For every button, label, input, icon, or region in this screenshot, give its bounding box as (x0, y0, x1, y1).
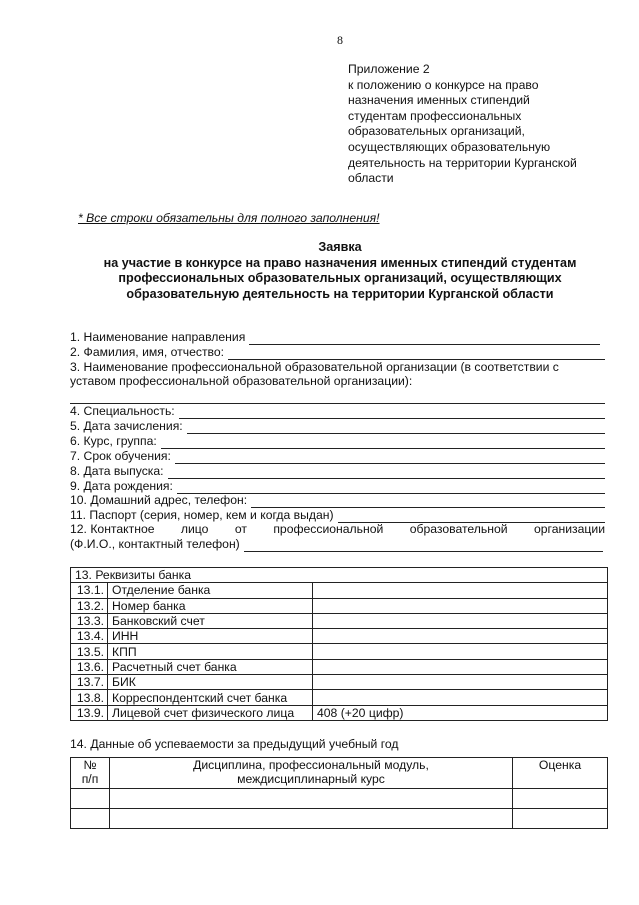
form-subtitle-line: на участие в конкурсе на право назначения именных стипендий студентам (103, 256, 577, 270)
table-row (71, 705, 608, 720)
field-label: 3. Наименование профессиональной образовательной организации (в соответствии с (70, 360, 559, 374)
row-number: 13.6. (71, 659, 108, 674)
appendix-line: назначения именных стипендий (348, 93, 530, 108)
fill-line[interactable] (251, 496, 605, 508)
field-label-word: 12. Контактное (70, 522, 155, 536)
row-value[interactable] (313, 613, 608, 628)
table-row (71, 583, 608, 598)
table-row (71, 613, 608, 628)
table-row (71, 789, 608, 809)
row-label: Номер банка (108, 598, 313, 613)
field-organization (70, 360, 605, 375)
row-number: 13.5. (71, 644, 108, 659)
row-number: 13.4. (71, 629, 108, 644)
row-value[interactable] (313, 598, 608, 613)
field-label-word: лицо (180, 522, 209, 536)
field-label: 8. Дата выпуска: (70, 464, 164, 478)
row-number: 13.7. (71, 675, 108, 690)
cell-discipline[interactable] (110, 789, 513, 809)
field-label: 1. Наименование направления (70, 330, 246, 344)
fill-line[interactable] (175, 452, 605, 464)
appendix-line: области (348, 171, 394, 186)
table-header-row (71, 758, 608, 789)
fill-line[interactable] (179, 407, 605, 419)
field-label-word: организации (533, 522, 605, 536)
appendix-line: деятельность на территории Курганской (348, 155, 577, 170)
field-course-group (70, 434, 605, 449)
row-number: 13.3. (71, 613, 108, 628)
field-label: 9. Дата рождения: (70, 479, 173, 493)
field-study-period (70, 449, 605, 464)
cell-grade[interactable] (513, 789, 608, 809)
row-label: Лицевой счет физического лица (108, 705, 313, 720)
row-value[interactable] (313, 644, 608, 659)
row-value[interactable] (313, 690, 608, 705)
field-label: 2. Фамилия, имя, отчество: (70, 345, 225, 359)
field-label: 6. Курс, группа: (70, 434, 157, 448)
field-label: уставом профессиональной образовательной организации): (70, 374, 413, 388)
col-header-text: п/п (81, 772, 99, 786)
form-title: Заявка (318, 240, 362, 254)
field-organization-cont (70, 374, 605, 389)
field-label-word: от (234, 522, 247, 536)
field-specialty (70, 404, 605, 419)
field-birth-date (70, 479, 605, 494)
cell-number[interactable] (71, 809, 110, 829)
fill-line[interactable] (70, 392, 605, 404)
fill-line[interactable] (244, 540, 603, 552)
field-enrollment-date (70, 419, 605, 434)
form-subtitle-line: образовательную деятельность на территории Курганской области (126, 287, 554, 301)
field-direction (70, 330, 600, 345)
table-row (71, 809, 608, 829)
col-discipline-header (110, 758, 513, 789)
field-label: 11. Паспорт (серия, номер, кем и когда выдан) (70, 508, 334, 522)
field-label: 7. Срок обучения: (70, 449, 171, 463)
appendix-line: студентам профессиональных (348, 108, 522, 123)
row-value[interactable] (313, 659, 608, 674)
appendix-line: Приложение 2 (348, 62, 430, 76)
field-label-word: образовательной (409, 522, 508, 536)
appendix-reference (348, 62, 618, 187)
field-full-name (70, 345, 605, 360)
fill-line[interactable] (187, 422, 605, 434)
col-header-text: междисциплинарный курс (237, 772, 385, 786)
col-number-header (71, 758, 110, 789)
table-row (71, 675, 608, 690)
cell-grade[interactable] (513, 809, 608, 829)
table-row (71, 659, 608, 674)
row-label: Корреспондентский счет банка (108, 690, 313, 705)
page-number: 8 (337, 33, 343, 47)
row-number: 13.2. (71, 598, 108, 613)
field-address-phone (70, 493, 605, 508)
row-value[interactable] (313, 583, 608, 598)
field-label-word: профессиональной (273, 522, 384, 536)
field-contact-person-cont (70, 537, 603, 552)
table-row (71, 598, 608, 613)
row-label: КПП (108, 644, 313, 659)
fill-line[interactable] (228, 348, 605, 360)
appendix-line: к положению о конкурсе на право (348, 77, 539, 92)
bank-header: 13. Реквизиты банка (71, 568, 608, 583)
row-label: Расчетный счет банка (108, 659, 313, 674)
cell-number[interactable] (71, 789, 110, 809)
row-label: БИК (108, 675, 313, 690)
performance-heading: 14. Данные об успеваемости за предыдущий учебный год (70, 737, 399, 751)
appendix-line: осуществляющих образовательную (348, 139, 551, 154)
fill-line[interactable] (161, 437, 605, 449)
appendix-line: образовательных организаций, (348, 124, 525, 139)
table-header-row (71, 568, 608, 583)
row-value[interactable] (313, 629, 608, 644)
bank-details-table (70, 567, 608, 721)
field-label: 5. Дата зачисления: (70, 419, 183, 433)
form-subtitle-line: профессиональных образовательных организаций, осуществляющих (118, 271, 562, 285)
cell-discipline[interactable] (110, 809, 513, 829)
row-number: 13.1. (71, 583, 108, 598)
col-grade-header: Оценка (513, 758, 608, 789)
fill-line[interactable] (168, 467, 605, 479)
required-note: * Все строки обязательны для полного заполнения! (78, 211, 380, 225)
col-header-text: Дисциплина, профессиональный модуль, (193, 758, 429, 772)
row-value[interactable]: 408 (+20 цифр) (313, 705, 608, 720)
performance-table (70, 757, 608, 829)
field-contact-person (70, 522, 605, 537)
field-label: 10. Домашний адрес, телефон: (70, 493, 248, 507)
row-number: 13.8. (71, 690, 108, 705)
table-row (71, 644, 608, 659)
field-label: (Ф.И.О., контактный телефон) (70, 537, 240, 551)
field-graduation-date (70, 464, 605, 479)
row-label: ИНН (108, 629, 313, 644)
row-label: Банковский счет (108, 613, 313, 628)
row-number: 13.9. (71, 705, 108, 720)
field-organization-line (70, 389, 605, 404)
field-label: 4. Специальность: (70, 404, 175, 418)
row-value[interactable] (313, 675, 608, 690)
row-label: Отделение банка (108, 583, 313, 598)
col-header-text: № (83, 758, 97, 772)
table-row (71, 690, 608, 705)
field-passport (70, 508, 605, 523)
table-row (71, 629, 608, 644)
fill-line[interactable] (249, 333, 600, 345)
